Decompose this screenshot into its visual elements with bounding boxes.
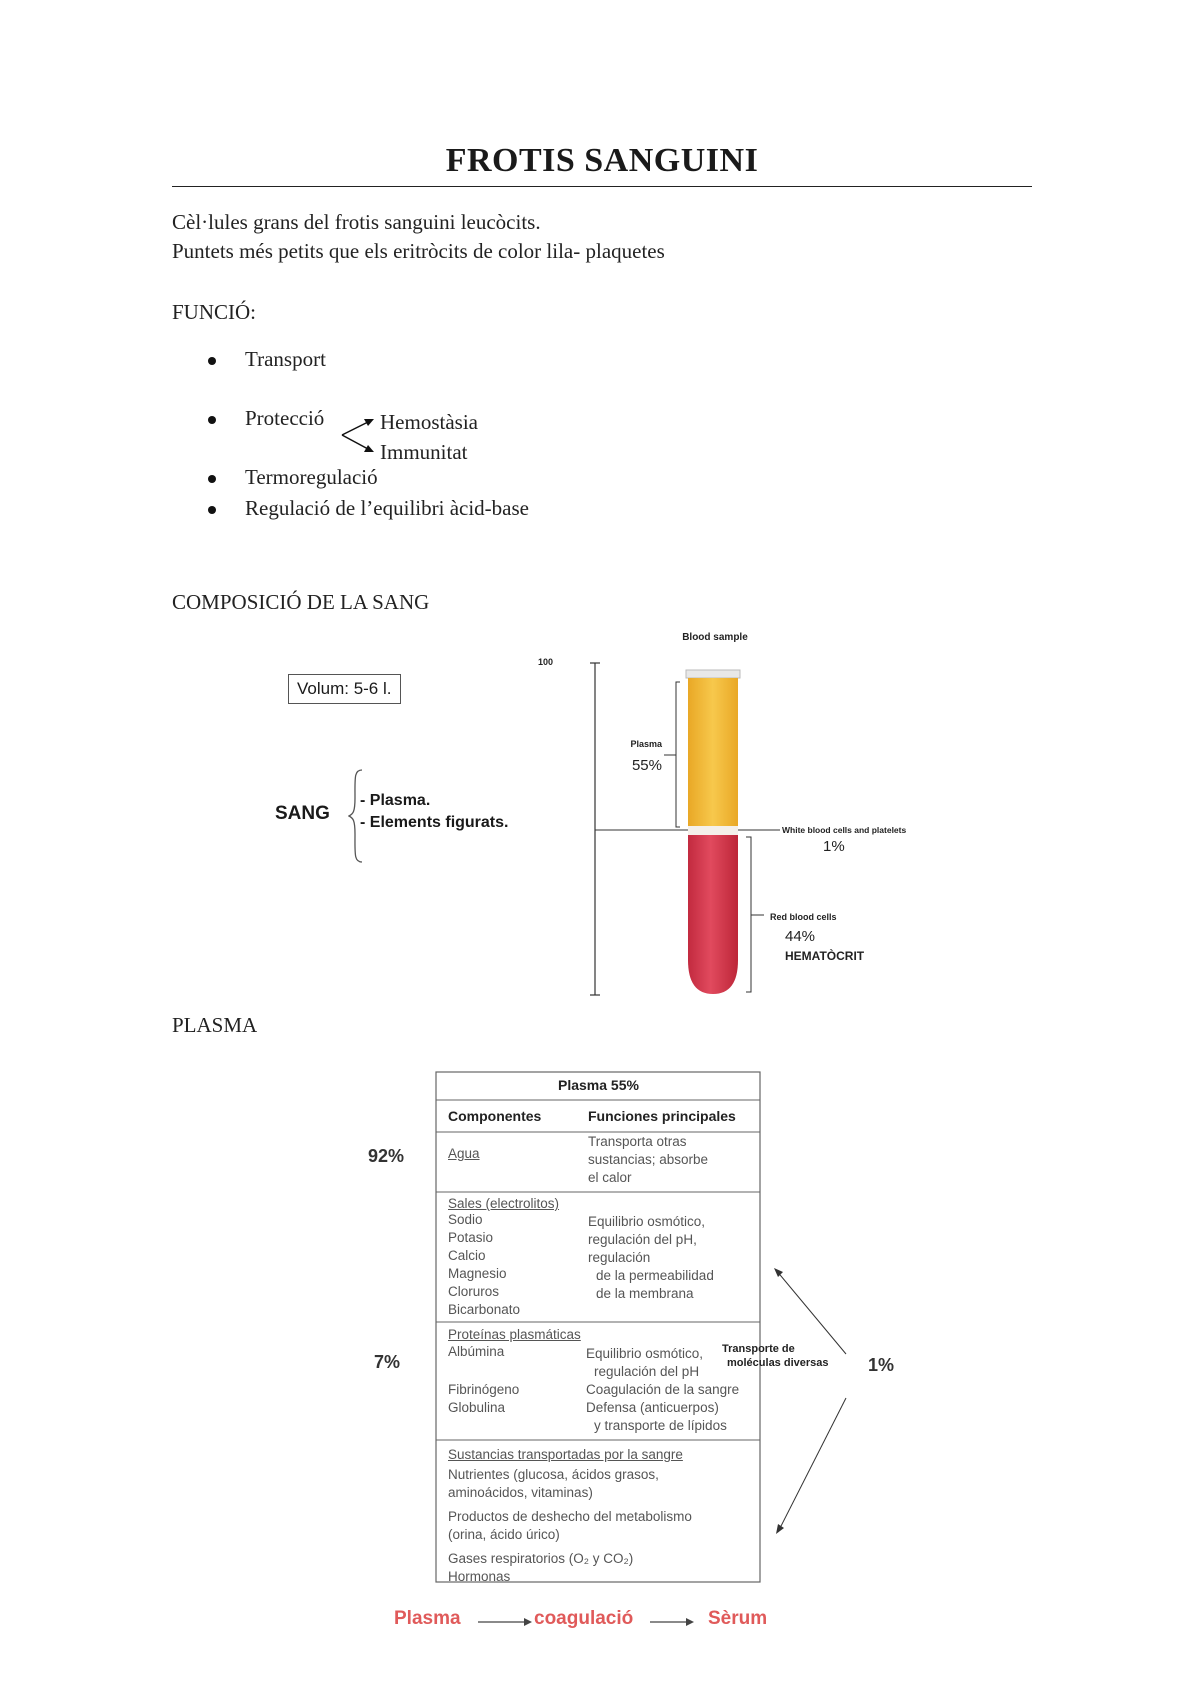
pct-agua: 92% — [368, 1146, 405, 1166]
funcio-item-regulacio: Regulació de l’equilibri àcid-base — [245, 496, 529, 520]
blood-sample-figure — [480, 630, 940, 1005]
red-cells-label: Red blood cells — [770, 912, 837, 922]
pct-otros: 1% — [868, 1355, 895, 1375]
axis-top-label: 100 — [537, 657, 553, 667]
sustancias-name: Sustancias transportadas por la sangre — [448, 1447, 683, 1462]
plasma-table-title: Plasma 55% — [558, 1077, 639, 1093]
sustancias-item: Hormonas — [448, 1569, 511, 1584]
sales-item: Cloruros — [448, 1284, 500, 1299]
page-title: FROTIS SANGUINI — [445, 142, 759, 179]
agua-func-1: Transporta otras — [588, 1134, 687, 1149]
sales-item: Potasio — [448, 1230, 494, 1245]
sustancias-item: Productos de deshecho del metabolismo — [448, 1509, 692, 1524]
sustancias-item: (orina, ácido úrico) — [448, 1527, 560, 1542]
proteccio-hemostasia: Hemostàsia — [380, 410, 478, 434]
sustancias-item: Gases respiratorios (O₂ y CO₂) — [448, 1551, 634, 1566]
sales-func: regulación del pH, — [588, 1232, 697, 1247]
sales-item: Magnesio — [448, 1266, 507, 1281]
pointer-arrows-icon — [770, 1266, 870, 1536]
red-cells-layer — [688, 835, 738, 994]
proteccio-immunitat: Immunitat — [380, 440, 468, 464]
white-cells-pct: 1% — [823, 838, 845, 855]
flow-coagulacio: coagulació — [534, 1608, 634, 1629]
plasma-layer — [688, 678, 738, 826]
col-componentes: Componentes — [448, 1108, 542, 1124]
flow-serum: Sèrum — [708, 1608, 768, 1629]
branch-arrows-icon — [338, 412, 384, 458]
sang-item-elements: - Elements figurats. — [360, 814, 509, 831]
sales-func: regulación — [588, 1250, 651, 1265]
sales-func: Equilibrio osmótico, — [588, 1214, 706, 1229]
bullet-icon — [208, 475, 216, 483]
white-cells-label: White blood cells and platelets — [782, 825, 907, 835]
plasma-heading: PLASMA — [172, 1013, 258, 1037]
funcio-item-termoregulacio: Termoregulació — [245, 465, 378, 489]
title-underline — [172, 186, 1032, 187]
sales-name: Sales (electrolitos) — [448, 1196, 560, 1211]
agua-name: Agua — [448, 1146, 480, 1161]
albumina-func-1: Equilibrio osmótico, — [586, 1346, 704, 1361]
proteinas-item: Globulina — [448, 1400, 506, 1415]
col-funciones: Funciones principales — [588, 1108, 736, 1124]
intro-line-2: Puntets més petits que els eritròcits de color lila- plaquetes — [172, 239, 665, 263]
proteinas-item: Albúmina — [448, 1344, 505, 1359]
albumina-func-2: regulación del pH — [594, 1364, 700, 1379]
funcio-item-transport: Transport — [245, 347, 326, 371]
globulina-func-1: Defensa (anticuerpos) — [586, 1400, 719, 1415]
buffy-coat-layer — [688, 826, 738, 835]
pct-proteinas: 7% — [374, 1352, 401, 1372]
volum-box: Volum: 5-6 l. — [288, 674, 401, 704]
bullet-icon — [208, 506, 216, 514]
figure-title: Blood sample — [682, 632, 748, 643]
globulina-func-2: y transporte de lípidos — [594, 1418, 727, 1433]
red-cells-pct: 44% — [785, 928, 816, 945]
agua-func-3: el calor — [588, 1170, 632, 1185]
transport-note-2: moléculas diversas — [727, 1357, 829, 1369]
fibrinogeno-func: Coagulación de la sangre — [586, 1382, 740, 1397]
sales-func: de la permeabilidad — [596, 1268, 714, 1283]
composicio-heading: COMPOSICIÓ DE LA SANG — [172, 590, 430, 614]
sustancias-item: aminoácidos, vitaminas) — [448, 1485, 593, 1500]
sang-item-plasma: - Plasma. — [360, 792, 431, 809]
bullet-icon — [208, 416, 216, 424]
flow-plasma: Plasma — [394, 1608, 461, 1629]
sales-func: de la membrana — [596, 1286, 694, 1301]
intro-line-1: Cèl·lules grans del frotis sanguini leucòcits. — [172, 210, 541, 234]
sales-item: Calcio — [448, 1248, 486, 1263]
sales-item: Sodio — [448, 1212, 483, 1227]
sales-item: Bicarbonato — [448, 1302, 521, 1317]
funcio-heading: FUNCIÓ: — [172, 300, 257, 324]
plasma-pct: 55% — [631, 757, 662, 774]
flow-arrow-icon — [476, 1614, 536, 1630]
flow-arrow-icon — [648, 1614, 698, 1630]
agua-func-2: sustancias; absorbe — [588, 1152, 709, 1167]
sustancias-item: Nutrientes (glucosa, ácidos grasos, — [448, 1467, 659, 1482]
transport-note-1: Transporte de — [722, 1343, 795, 1355]
funcio-item-proteccio: Protecció — [245, 406, 325, 430]
proteinas-item: Fibrinógeno — [448, 1382, 520, 1397]
sang-label: SANG — [275, 803, 330, 824]
hematocrit-label: HEMATÒCRIT — [785, 949, 865, 963]
bullet-icon — [208, 357, 216, 365]
plasma-label: Plasma — [630, 739, 662, 749]
proteinas-name: Proteínas plasmáticas — [448, 1327, 581, 1342]
